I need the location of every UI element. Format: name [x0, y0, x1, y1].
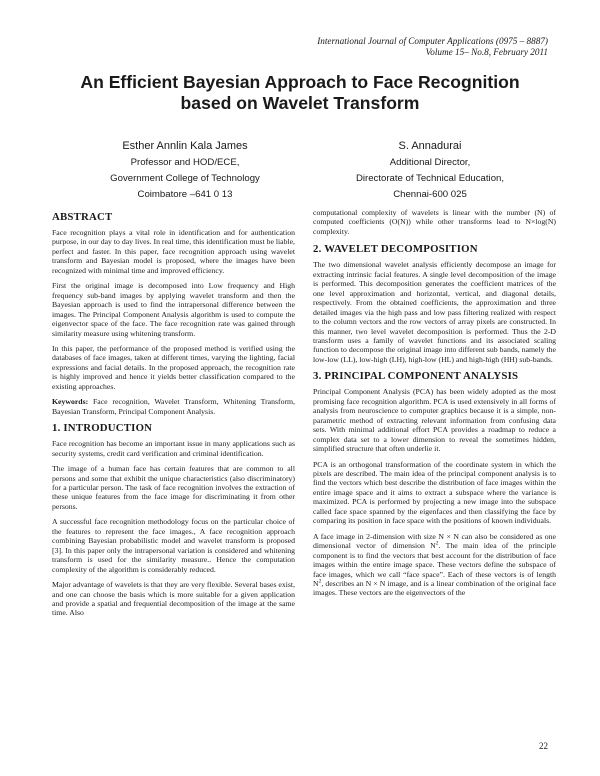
page-number: 22	[539, 741, 548, 751]
author-1-name: Esther Annlin Kala James	[122, 140, 248, 152]
intro-paragraph-3: A successful face recognition methodology focus on the particular choice of the features to represent the face images., A face recognition approach combining Bayesian probabilistic model and wavelet transform is proposed [3]. In this paper only the intrapersonal variation is considered and whitening transform is used for the similarity measure.. Hence the computation complexity of the algorithm is considerably reduced.	[52, 517, 295, 574]
wavelet-paragraph-1: The two dimensional wavelet analysis efficiently decompose an image for extracting intrinsic facial features. A single level decomposition of the image is performed. This decomposition generates the coefficient matrices of the one level approximation and horizontal, vertical, and diagonal details, respectively. From the obtained coefficients, the approximation and three detailed images via the high pass and low pass filtering realized with respect to the column vectors and the row vectors of array pixels are constructed. In this manner, two level wavelet decomposition is performed. Thus the 2-D transform uses a family of wavelet functions and its associated scaling function to decompose the original image into different sub bands, namely the low-low (LL), low-high (LH), high-low (HL) and high-high (HH) sub-bands.	[313, 260, 556, 364]
author-1	[60, 137, 310, 203]
intro-paragraph-4: Major advantage of wavelets is that they are very flexible. Several bases exist, and one can choose the basis which is more suitable for a given application and provide a spatial and frequential decomposition of the image at the same time. Also	[52, 580, 295, 618]
intro-paragraph-1: Face recognition has become an important issue in many applications such as security systems, credit card verification and criminal identification.	[52, 439, 295, 458]
pca-p3-superscript-2: 2	[318, 578, 322, 585]
abstract-paragraph-3: In this paper, the performance of the proposed method is verified using the databases of face images, taken at different times, varying the lighting, facial expressions and facial details. In the proposed approach, the recognition rate is highly improved and hence it yields better classification compared to the existing approaches.	[52, 343, 295, 391]
title-line-2: based on Wavelet Transform	[180, 93, 420, 113]
paper-title	[0, 72, 600, 114]
journal-header	[317, 36, 548, 57]
continued-paragraph: computational complexity of wavelets is linear with the number (N) of computed coefficients (O(N)) while other transforms lead to N×log(N) complexity.	[313, 208, 556, 236]
journal-volume: Volume 15– No.8, February 2011	[425, 46, 548, 57]
pca-p3-part-a: A face image in 2-dimension with size N × N can also be considered as one dimensional vector of dimension N	[313, 531, 556, 551]
author-2-institution: Directorate of Technical Education,	[355, 173, 505, 184]
pca-heading: 3. PRINCIPAL COMPONENT ANALYSIS	[313, 370, 519, 383]
pca-paragraph-3	[313, 532, 556, 598]
author-2-name: S. Annadurai	[398, 140, 462, 152]
author-1-city: Coimbatore –641 0 13	[137, 189, 233, 200]
left-column	[52, 208, 295, 624]
author-2	[300, 137, 560, 203]
author-1-position: Professor and HOD/ECE,	[130, 157, 240, 168]
abstract-heading: ABSTRACT	[52, 211, 113, 223]
keywords-text: Face recognition, Wavelet Transform, Whitening Transform, Bayesian Transform, Principal Component Analysis.	[52, 397, 295, 416]
right-column	[313, 208, 556, 604]
wavelet-heading: 2. WAVELET DECOMPOSITION	[313, 243, 478, 256]
author-1-institution: Government College of Technology	[110, 173, 260, 184]
title-line-1: An Efficient Bayesian Approach to Face Recognition	[80, 72, 520, 92]
author-2-city: Chennai-600 025	[393, 189, 467, 200]
author-2-position: Additional Director,	[389, 157, 471, 168]
pca-paragraph-1: Principal Component Analysis (PCA) has been widely adopted as the most promising face recognition algorithm. PCA is used extensively in all forms of analysis from neuroscience to computer graphics because it is a simple, non-parametric method of extracting relevant information from confusing data sets. With minimal additional effort PCA provides a roadmap to reduce a complex data set to a lower dimension to reveal the sometimes hidden, simplified structure that often underlie it.	[313, 387, 556, 454]
intro-paragraph-2: The image of a human face has certain features that are common to all persons and some that exhibit the unique characteristics (also discriminatory) for a particular person. The task of face recognition involves the extraction of these unique features from the face image for discriminating it from other persons.	[52, 464, 295, 511]
journal-name: International Journal of Computer Applications (0975 – 8887)	[317, 36, 548, 46]
keywords-label: Keywords:	[52, 397, 89, 407]
introduction-heading: 1. INTRODUCTION	[52, 422, 153, 435]
pca-paragraph-2: PCA is an orthogonal transformation of the coordinate system in which the pixels are described. The main idea of the principal component analysis is to find the vectors which best describe the distribution of face images within the entire image space and it aims to extract a subspace where the variance is maximized. PCA is performed by projecting a new image into the subspace called face space spanned by the eigenfaces and then classifying the face by comparing its position in face space with the positions of known individuals.	[313, 459, 556, 526]
pca-p3-superscript: 2	[435, 540, 439, 547]
pca-p3-part-b: . The main idea of the principle component is to find the vectors that best account for the distribution of face images within the entire image space. These vectors define the subspace of face images, which we call “face space”. Each of these vectors is of length N	[313, 541, 556, 588]
abstract-paragraph-2: First the original image is decomposed into Low frequency and High frequency sub-band images by applying wavelet transform and then the Bayesian approach is used to find the intrapersonal difference between the images. The Principal Component Analysis algorithm is used to compute the eigenvector space of the face. The face recognition rate was gained through similarity measure using whitening transform.	[52, 281, 295, 338]
abstract-paragraph-1: Face recognition plays a vital role in identification and for authentication purpose, in our day to day lives. In real time, this identification must be liable, perfect and faster. In this paper, face recognition approach using wavelet transform and Bayesian model is proposed, where the images have been recognized with minimal time and improved efficiency.	[52, 228, 295, 275]
pca-p3-part-c: , describes an N × N image, and is a linear combination of the original face images. These vectors are the eigenvectors of the	[313, 578, 556, 598]
keywords	[52, 397, 295, 416]
